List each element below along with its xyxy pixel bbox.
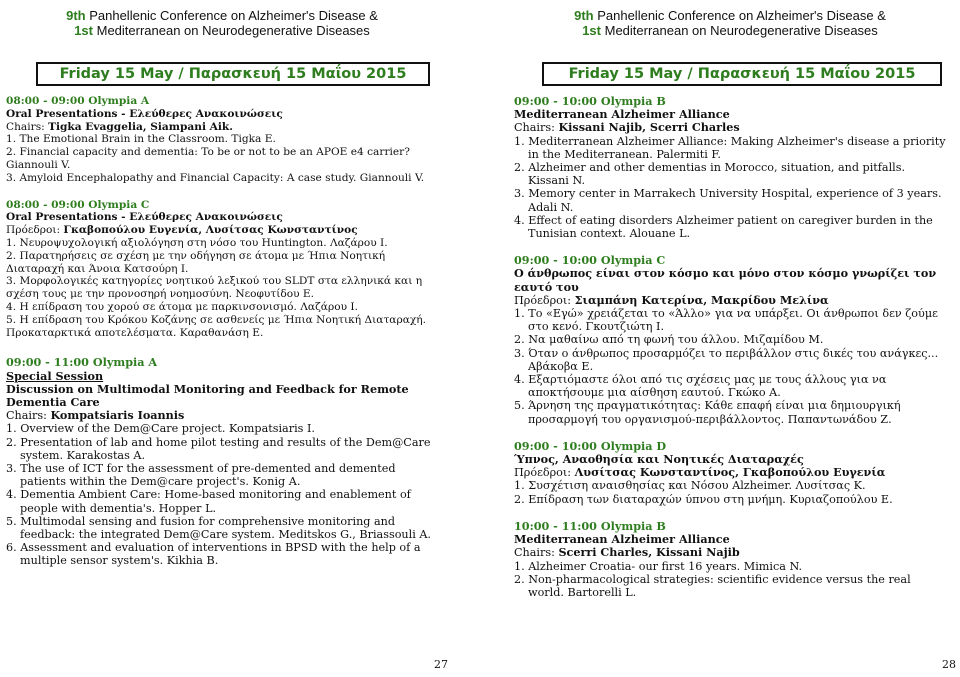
list-item: 3. Όταν ο άνθρωπος προσαρμόζει το περιβάλλον στις δικές του ανάγκες... Αβάκοβα Ε. bbox=[514, 346, 939, 373]
list-item: 4. Dementia Ambient Care: Home-based monitoring and enablement of people with dementia's. Hopper L. bbox=[6, 488, 411, 515]
page-number-right: 28 bbox=[942, 658, 956, 671]
session-title: Oral Presentations - Ελεύθερες Ανακοινώσεις bbox=[6, 211, 283, 224]
list-item: 1. Το «Εγώ» χρειάζεται το «Άλλο» για να υπάρξει. Οι άνθρωποι δεν ζούμε στο κενό. Γκουτζιώτη Ι. bbox=[514, 307, 938, 334]
list-item: 5. Multimodal sensing and fusion for comprehensive monitoring and feedback: the integrated Dem@Care system. Meditskos G., Briassouli A. bbox=[6, 514, 431, 541]
list-item: 3. Memory center in Marrakech University Hospital, experience of 3 years. Adali N. bbox=[514, 187, 942, 214]
list-item: 1. The Emotional Brain in the Classroom. Tigka E. bbox=[6, 133, 276, 146]
conference-header: 9th Panhellenic Conference on Alzheimer's Disease & 1st Mediterranean on Neurodegenerative Diseases bbox=[574, 8, 886, 38]
right-page bbox=[514, 0, 946, 599]
session-olympia-d: 09:00 - 10:00 Olympia D Ύπνος, Αναοθησία και Νοητικές Διαταραχές Πρόεδροι: Λυσίτσας Κωνσταντίνος, Γκαβοπούλου Ευγενία 1. Συσχέτιση αναισθησίας και Νόσου Alzheimer. Λυσίτσας Κ. 2. Επίδραση των διαταραχών ύπνου στη μνήμη. Κυριαζοπούλου Ε. bbox=[514, 440, 946, 506]
session-title: Mediterranean Alzheimer Alliance bbox=[514, 532, 730, 547]
session-olympia-a: 08:00 - 09:00 Olympia A Oral Presentations - Ελεύθερες Ανακοινώσεις Chairs: Tigka Evaggelia, Siampani Aik. 1. The Emotional Brain in the Classroom. Tigka E. 2. Financial capacity and dementia: To be or not to be an APOE e4 carrier? Giannouli V. 3. Amyloid Encephalopathy and Financial Capacity: A case study. Giannouli V. bbox=[6, 95, 438, 185]
session-title: Ο άνθρωπος είναι στον κόσμο και μόνο στον κόσμο γνωρίζει τον εαυτό του bbox=[514, 266, 937, 294]
list-item: 1. Νευροψυχολογική αξιολόγηση στη νόσο του Huntington. Λαζάρου Ι. bbox=[6, 236, 388, 249]
list-item: 5. Άρνηση της πραγματικότητας: Κάθε επαφή είναι μια δημιουργική προσαρμογή του οργανισμού-περιβάλλοντος. Παπαντωνάδου Ζ. bbox=[514, 399, 901, 426]
list-item: 3. Μορφολογικές κατηγορίες νοητικού λεξικού του SLDT στα ελληνικά και η σχέση τους με την προνοσηρή νοημοσύνη. Νεοφυτίδου Ε. bbox=[6, 275, 423, 301]
list-item: 5. Η επίδραση του Κρόκου Κοζάνης σε ασθενείς με Ήπια Νοητική Διαταραχή. Προκαταρκτικά αποτελέσματα. Καραθανάση Ε. bbox=[6, 313, 426, 339]
list-item: 1. Συσχέτιση αναισθησίας και Νόσου Alzheimer. Λυσίτσας Κ. bbox=[514, 479, 866, 493]
session-olympia-c: 08:00 - 09:00 Olympia C Oral Presentations - Ελεύθερες Ανακοινώσεις Πρόεδροι: Γκαβοπούλου Ευγενία, Λυσίτσας Κωνσταντίνος 1. Νευροψυχολογική αξιολόγηση στη νόσο του Huntington. Λαζάρου Ι. 2. Παρατηρήσεις σε σχέση με την οδήγηση σε άτομα με Ήπια Νοητική Διαταραχή και Άνοια Κατσούρη Ι. 3. Μορφολογικές κατηγορίες νοητικού λεξικού του SLDT στα ελληνικά και η σχέση τους με την προνοσηρή νοημοσύνη. Νεοφυτίδου Ε. 4. Η επίδραση του χορού σε άτομα με παρκινσονισμό. Λαζάρου Ι. 5. Η επίδραση του Κρόκου Κοζάνης σε ασθενείς με Ήπια Νοητική Διαταραχή. Προκαταρκτικά αποτελέσματα. Καραθανάση Ε. bbox=[6, 199, 438, 340]
page-number-left: 27 bbox=[434, 658, 448, 671]
session-title: Mediterranean Alzheimer Alliance bbox=[514, 107, 730, 122]
list-item: 1. Mediterranean Alzheimer Alliance: Making Alzheimer's disease a priority in the Mediterranean. Palermiti F. bbox=[514, 134, 946, 161]
day-title: Friday 15 May / Παρασκευή 15 Μαΐου 2015 bbox=[36, 62, 430, 86]
session-olympia-b: 09:00 - 10:00 Olympia B Mediterranean Alzheimer Alliance Chairs: Kissani Najib, Scerri Charles 1. Mediterranean Alzheimer Alliance: Making Alzheimer's disease a priority in the Mediterranean. Palermiti F. 2. Alzheimer and other dementias in Morocco, situation, and pitfalls. Kissani N. 3. Memory center in Marrakech University Hospital, experience of 3 years. Adali N. 4. Effect of eating disorders Alzheimer patient on caregiver burden in the Tunisian context. Alouane L. bbox=[514, 94, 946, 241]
list-item: 2. Non-pharmacological strategies: scientific evidence versus the real world. Bartorelli L. bbox=[514, 572, 911, 599]
list-item: 2. Επίδραση των διαταραχών ύπνου στη μνήμη. Κυριαζοπούλου Ε. bbox=[514, 492, 893, 506]
session-olympia-b-2: 10:00 - 11:00 Olympia B Mediterranean Alzheimer Alliance Chairs: Scerri Charles, Kissani Najib 1. Alzheimer Croatia- our first 16 years. Mimica N. 2. Non-pharmacological strategies: scientific evidence versus the real world. Bartorelli L. bbox=[514, 520, 946, 599]
list-item: 2. Να μαθαίνω από τη φωνή του άλλου. Μιζαμίδου Μ. bbox=[514, 333, 824, 347]
list-item: 2. Financial capacity and dementia: To be or not to be an APOE e4 carrier? Giannouli V. bbox=[6, 146, 410, 171]
list-item: 1. Alzheimer Croatia- our first 16 years. Mimica N. bbox=[514, 559, 803, 573]
list-item: 1. Overview of the Dem@Care project. Kompatsiaris I. bbox=[6, 422, 315, 436]
list-item: 6. Assessment and evaluation of interventions in BPSD with the help of a multiple sensor system's. Kikhia B. bbox=[6, 541, 421, 568]
list-item: 2. Alzheimer and other dementias in Morocco, situation, and pitfalls. Kissani N. bbox=[514, 161, 906, 188]
session-title: Discussion on Multimodal Monitoring and Feedback for Remote Dementia Care bbox=[6, 381, 409, 409]
session-olympia-c: 09:00 - 10:00 Olympia C Ο άνθρωπος είναι στον κόσμο και μόνο στον κόσμο γνωρίζει τον εαυτό του Πρόεδροι: Σιαμπάνη Κατερίνα, Μακρίδου Μελίνα 1. Το «Εγώ» χρειάζεται το «Άλλο» για να υπάρξει. Οι άνθρωποι δεν ζούμε στο κενό. Γκουτζιώτη Ι. 2. Να μαθαίνω από τη φωνή του άλλου. Μιζαμίδου Μ. 3. Όταν ο άνθρωπος προσαρμόζει το περιβάλλον στις δικές του ανάγκες... Αβάκοβα Ε. 4. Εξαρτιόμαστε όλοι από τις σχέσεις μας με τους άλλους για να αποκτήσουμε μια αίσθηση εαυτού. Γκώκο Α. 5. Άρνηση της πραγματικότητας: Κάθε επαφή είναι μια δημιουργική προσαρμογή του οργανισμού-περιβάλλοντος. Παπαντωνάδου Ζ. bbox=[514, 254, 946, 426]
list-item: 3. The use of ICT for the assessment of pre-demented and demented patients within the Dem@care project's. Konig A. bbox=[6, 461, 396, 489]
list-item: 2. Presentation of lab and home pilot testing and results of the Dem@Care system. Karakostas A. bbox=[6, 435, 431, 462]
session-title: Ύπνος, Αναοθησία και Νοητικές Διαταραχές bbox=[514, 452, 804, 467]
conference-header: 9th Panhellenic Conference on Alzheimer's Disease & 1st Mediterranean on Neurodegenerative Diseases bbox=[66, 8, 378, 38]
list-item: 4. Η επίδραση του χορού σε άτομα με παρκινσονισμό. Λαζάρου Ι. bbox=[6, 300, 358, 313]
left-page bbox=[6, 0, 438, 568]
special-session-label: Special Session bbox=[6, 368, 104, 383]
day-title: Friday 15 May / Παρασκευή 15 Μαΐου 2015 bbox=[542, 62, 942, 86]
list-item: 4. Εξαρτιόμαστε όλοι από τις σχέσεις μας με τους άλλους για να αποκτήσουμε μια αίσθηση εαυτού. Γκώκο Α. bbox=[514, 373, 887, 400]
session-special: 09:00 - 11:00 Olympia A Special Session Discussion on Multimodal Monitoring and Feedback for Remote Dementia Care Chairs: Kompatsiaris Ioannis 1. Overview of the Dem@Care project. Kompatsiaris I. 2. Presentation of lab and home pilot testing and results of the Dem@Care system. Karakostas A. 3. The use of ICT for the assessment of pre-demented and demented patients within the Dem@care project's. Konig A. 4. Dementia Ambient Care: Home-based monitoring and enablement of people with dementia's. Hopper L. 5. Multimodal sensing and fusion for comprehensive monitoring and feedback: the integrated Dem@Care system. Meditskos G., Briassouli A. 6. Assessment and evaluation of interventions in BPSD with the help of a multiple sensor system's. Kikhia B. bbox=[6, 356, 438, 567]
session-title: Oral Presentations - Ελεύθερες Ανακοινώσεις bbox=[6, 107, 283, 120]
list-item: 3. Amyloid Encephalopathy and Financial Capacity: A case study. Giannouli V. bbox=[6, 171, 425, 184]
list-item: 2. Παρατηρήσεις σε σχέση με την οδήγηση σε άτομα με Ήπια Νοητική Διαταραχή και Άνοια Κατσούρη Ι. bbox=[6, 249, 386, 275]
list-item: 4. Effect of eating disorders Alzheimer patient on caregiver burden in the Tunisian context. Alouane L. bbox=[514, 213, 933, 241]
